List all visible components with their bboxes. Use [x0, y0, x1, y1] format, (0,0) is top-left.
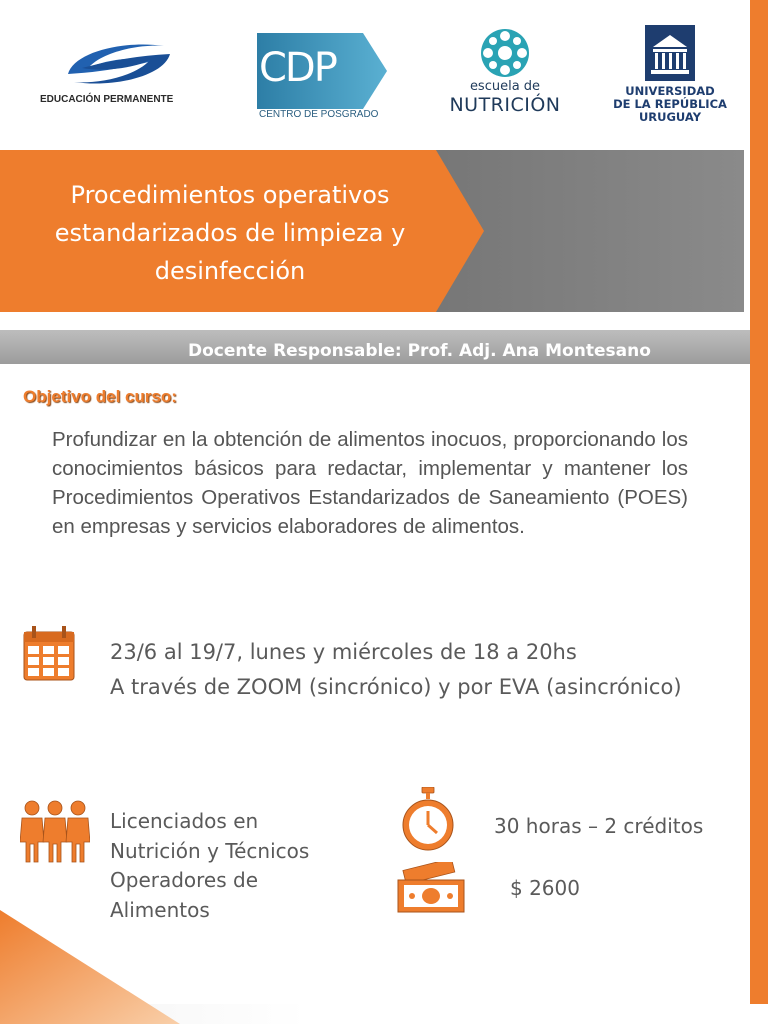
- udelar-line-1: UNIVERSIDAD: [625, 84, 715, 98]
- objetivo-heading: Objetivo del curso:: [23, 387, 177, 406]
- udelar-logo: [608, 25, 732, 127]
- educacion-permanente-logo: [40, 38, 180, 108]
- stopwatch-icon: [400, 787, 456, 853]
- schedule-dates: 23/6 al 19/7, lunes y miércoles de 18 a 20hs: [110, 640, 577, 664]
- udelar-line-2: DE LA REPÚBLICA: [613, 97, 727, 111]
- calendar-icon: [22, 624, 76, 682]
- right-orange-border: [750, 0, 768, 1024]
- schedule-modality: A través de ZOOM (sincrónico) y por EVA (asincrónico): [110, 675, 682, 699]
- udelar-building-icon: [645, 25, 695, 81]
- course-hours: 30 horas – 2 créditos: [494, 814, 704, 838]
- people-icon: [20, 798, 90, 864]
- docente-responsable: Docente Responsable: Prof. Adj. Ana Montesano: [188, 341, 651, 361]
- objetivo-body: Profundizar en la obtención de alimentos inocuos, proporcionando los conocimientos básicos para redactar, implementar y mantener los Procedimientos Operativos Estandarizados de Saneamiento (POES) en empresas y servicios elaboradores de alimentos.: [52, 428, 688, 538]
- course-title: Procedimientos operativos estandarizados de limpieza y desinfección: [54, 181, 406, 285]
- cdp-logo: [257, 33, 387, 121]
- right-border-gap: [744, 0, 750, 1024]
- nutricion-small-text: escuela de: [469, 79, 541, 94]
- educacion-permanente-emblem-icon: [64, 38, 174, 90]
- target-audience: Licenciados en Nutrición y Técnicos Operadores de Alimentos: [110, 809, 310, 922]
- corner-decoration: [0, 910, 180, 1024]
- educacion-permanente-text: EDUCACIÓN PERMANENTE: [40, 94, 174, 105]
- nutricion-big-text: NUTRICIÓN: [449, 94, 561, 116]
- money-icon: [396, 862, 468, 914]
- escuela-nutricion-logo: [445, 28, 565, 120]
- nutricion-flower-icon: [480, 28, 530, 78]
- cdp-letters: CDP: [259, 45, 336, 91]
- cdp-subtitle: CENTRO DE POSGRADO: [259, 109, 379, 120]
- udelar-line-3: URUGUAY: [638, 110, 702, 124]
- course-price: $ 2600: [510, 876, 580, 900]
